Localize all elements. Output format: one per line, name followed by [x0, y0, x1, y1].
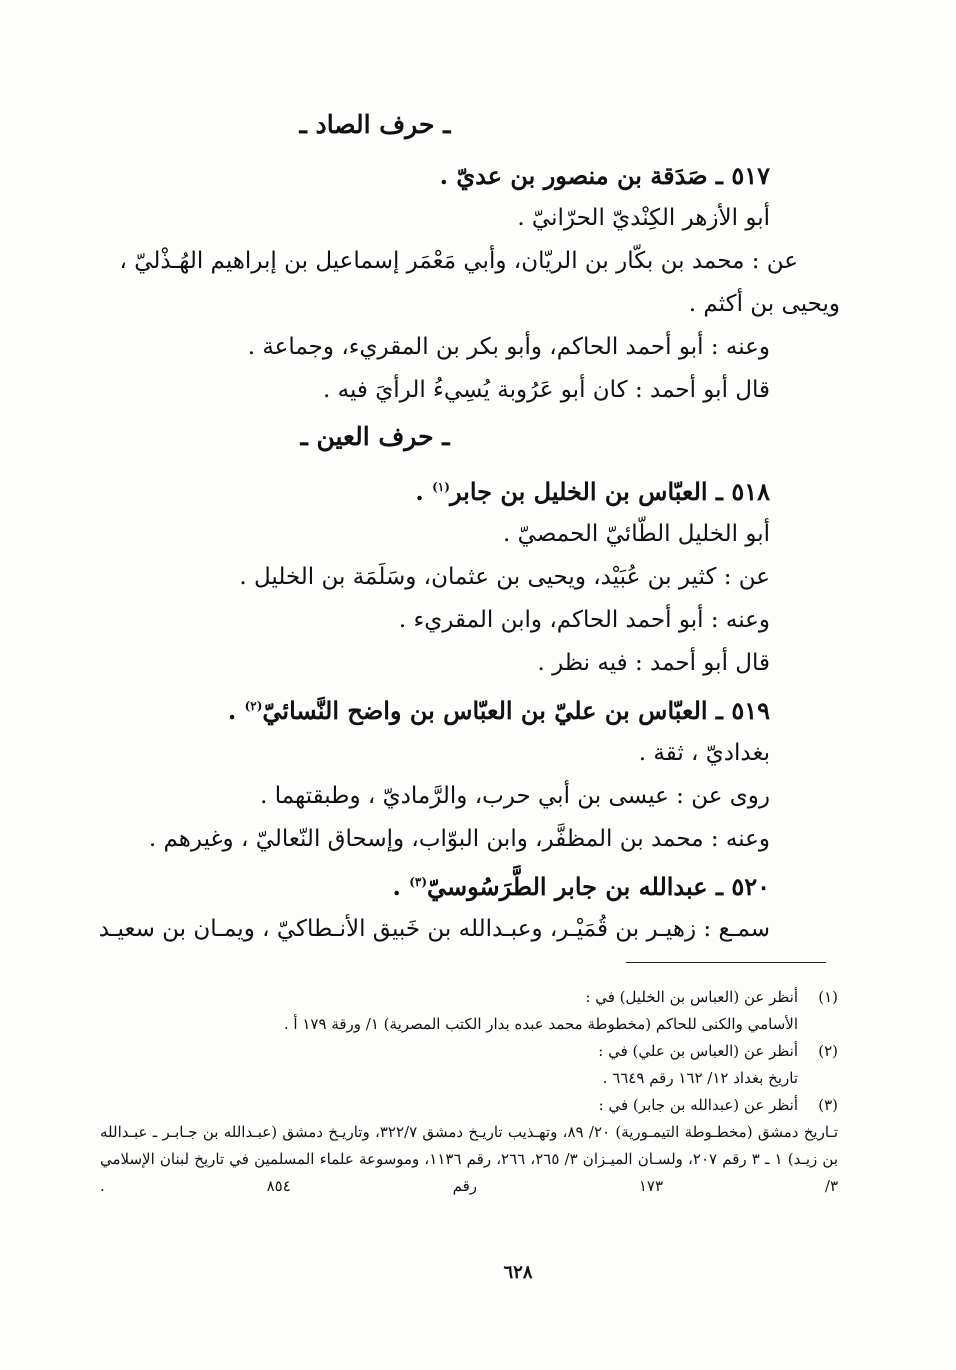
entry-517-line: وعنه : أبو أحمد الحاكم، وأبو بكر بن المقريء، وجماعة .	[247, 334, 770, 360]
footnote-ref-2[interactable]: (٢)	[244, 699, 263, 713]
footnote-line: أنظر عن (العباس بن الخليل) في :	[585, 988, 798, 1006]
entry-517-line: عن : محمد بن بكّار بن الريّان، وأبي مَعْمَر إسماعيل بن إبراهيم الهُـذْليّ ،	[119, 248, 798, 274]
entry-518-line: عن : كثير بن عُبَيْد، ويحيى بن عثمان، وسَلَمَة بن الخليل .	[239, 564, 770, 590]
entry-title-519	[100, 689, 770, 732]
entry-517-line: ويحيى بن أكثم .	[688, 291, 840, 317]
entry-519-line: وعنه : محمد بن المظفَّر، وابن البوّاب، وإسحاق النّعاليّ ، وغيرهم .	[148, 826, 770, 852]
entry-title-520	[100, 865, 770, 908]
entry-519-line: روى عن : عيسى بن أبي حرب، والرَّماديّ ، وطبقتهما .	[260, 783, 770, 809]
footnote-number: (٣)	[818, 1096, 838, 1114]
entry-517-line: قال أبو أحمد : كان أبو عَرُوبة يُسِيءُ الرأيَ فيه .	[323, 377, 770, 403]
entry-title-519-end: .	[227, 696, 245, 725]
entry-title-519-text: ٥١٩ ـ العبّاس بن عليّ بن العبّاس بن واضح النَّسائيّ	[262, 696, 770, 725]
footnote-line: الأسامي والكنى للحاكم (مخطوطة محمد عبده بدار الكتب المصرية) ١/ ورقة ١٧٩ أ .	[283, 1015, 798, 1033]
entry-title-518	[100, 470, 770, 513]
entry-title-517: ٥١٧ ـ صَدَقة بن منصور بن عديّ .	[439, 161, 770, 190]
entry-title-518-end: .	[415, 477, 433, 506]
entry-title-518-text: ٥١٨ ـ العبّاس بن الخليل بن جابر	[449, 477, 770, 506]
footnote-3	[100, 1092, 838, 1200]
entry-518-line: وعنه : أبو أحمد الحاكم، وابن المقريء .	[398, 607, 770, 633]
main-text	[98, 100, 840, 951]
footnote-line: أنظر عن (العباس بن علي) في :	[598, 1042, 798, 1060]
footnote-number: (٢)	[818, 1042, 838, 1060]
entry-520-line: سمـع : زهيـر بن قُمَيْـر، وعبـدالله بن خَبيق الأنـطاكيّ ، ويمـان بن سعيـد	[98, 916, 770, 942]
footnotes	[100, 984, 838, 1200]
section-heading-sad: ـ حرف الصاد ـ	[299, 110, 451, 139]
entry-title-520-text: ٥٢٠ ـ عبدالله بن جابر الطَّرَسُوسيّ	[427, 872, 770, 901]
footnote-line: تاريخ بغداد ١٢/ ١٦٢ رقم ٦٦٤٩ .	[602, 1069, 798, 1087]
entry-519-line: بغداديّ ، ثقة .	[638, 740, 770, 766]
footnote-separator	[626, 962, 826, 963]
footnote-line: أنظر عن (عبدالله بن جابر) في :	[598, 1096, 798, 1114]
footnote-2	[100, 1038, 838, 1092]
section-heading-ain: ـ حرف العين ـ	[300, 422, 450, 451]
footnote-ref-1[interactable]: (١)	[432, 480, 450, 494]
entry-517-line: أبو الأزهر الكِنْديّ الحرّانيّ .	[517, 205, 770, 231]
footnote-ref-3[interactable]: (٣)	[409, 875, 428, 889]
entry-title-520-end: .	[392, 872, 410, 901]
footnote-line: تـاريخ دمشق (مخطـوطة التيمـورية) ٢٠/ ٨٩، وتهـذيب تاريـخ دمشق ٣٢٢/٧، وتاريـخ دمشق (عبـدالله بن جـابـر ـ عبـدالله بن زيـد) ١ ـ ٣ رقم ٢٠٧، ولسـان الميـزان ٣/ ٢٦٥، ٢٦٦، رقم ١١٣٦، وموسوعة علماء المسلمين في تاريخ لبنان الإسلامي ٣/ ١٧٣ رقم ٨٥٤ .	[100, 1123, 838, 1195]
footnote-1	[100, 984, 838, 1038]
entry-518-line: أبو الخليل الطّائيّ الحمصيّ .	[503, 521, 770, 547]
entry-518-line: قال أبو أحمد : فيه نظر .	[537, 650, 770, 676]
footnote-number: (١)	[818, 988, 838, 1006]
page-number: ٦٢٨	[503, 1262, 533, 1283]
